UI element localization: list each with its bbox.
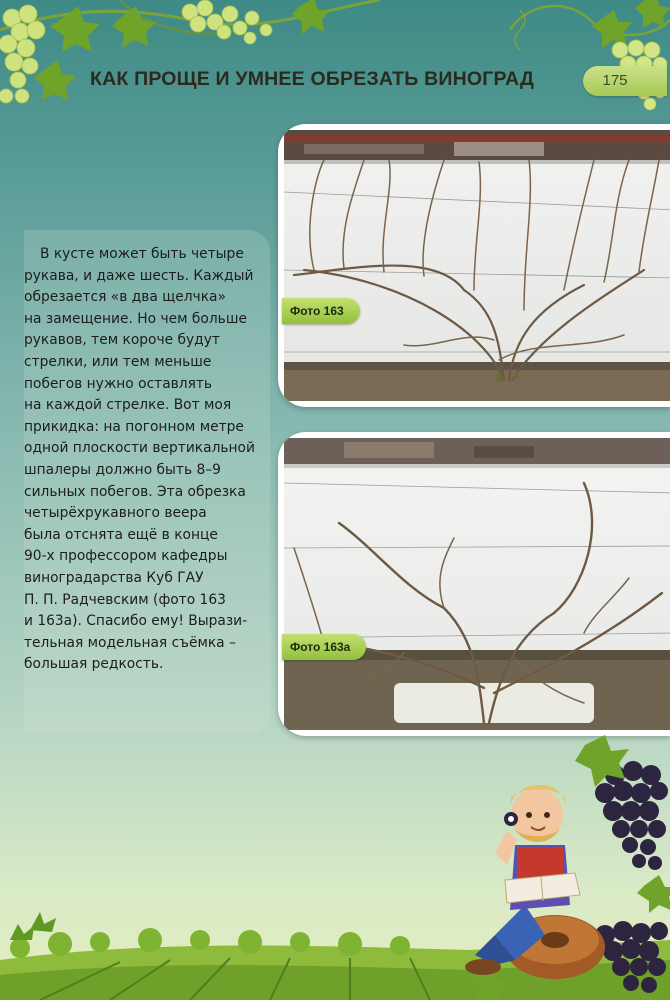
body-line: тельная модельная съёмка –	[24, 634, 236, 651]
vine-trellis-photo-163a	[284, 438, 670, 730]
body-line: 90-х профессором кафедры	[24, 548, 228, 565]
page-number: 175	[602, 72, 628, 89]
body-line: виноградарства Куб ГАУ	[24, 569, 204, 586]
vine-trellis-photo-163	[284, 130, 670, 401]
body-line: на замещение. Но чем больше	[24, 310, 247, 327]
body-line: на каждой стрелке. Вот моя	[24, 397, 232, 414]
mascot-gardener-with-grapes-illustration	[455, 735, 670, 1000]
body-line: сильных побегов. Эта обрезка	[24, 483, 246, 500]
chapter-title: КАК ПРОЩЕ И УМНЕЕ ОБРЕЗАТЬ ВИНОГРАД	[90, 68, 535, 90]
page-number-badge	[583, 66, 667, 96]
body-line: побегов нужно оставлять	[24, 375, 213, 392]
body-line: четырёхрукавного веера	[24, 505, 207, 522]
body-line: П. П. Радчевским (фото 163	[24, 591, 226, 608]
body-line: В кусте может быть четыре	[40, 246, 244, 262]
body-line: шпалеры должно быть 8–9	[24, 461, 221, 478]
photo-163	[278, 124, 670, 407]
body-line: и 163а). Спасибо ему! Вырази-	[24, 613, 248, 630]
grape-vine-decoration-right	[500, 0, 670, 115]
body-line: стрелки, или тем меньше	[24, 353, 212, 370]
photo-label-163: Фото 163	[282, 298, 360, 324]
body-line: одной плоскости вертикальной	[24, 440, 255, 457]
grape-vine-decoration-left	[0, 0, 380, 120]
body-line: рукава, и даже шесть. Каждый	[24, 267, 254, 284]
photo-163a	[278, 432, 670, 736]
body-line: обрезается «в два щелчка»	[24, 289, 226, 306]
photo-label-163a: Фото 163а	[282, 634, 366, 660]
body-line: была отснята ещё в конце	[24, 526, 218, 543]
body-line: прикидка: на погонном метре	[24, 418, 244, 435]
body-line: большая редкость.	[24, 656, 164, 673]
body-line: рукавов, тем короче будут	[24, 332, 220, 349]
body-paragraph	[24, 244, 268, 676]
